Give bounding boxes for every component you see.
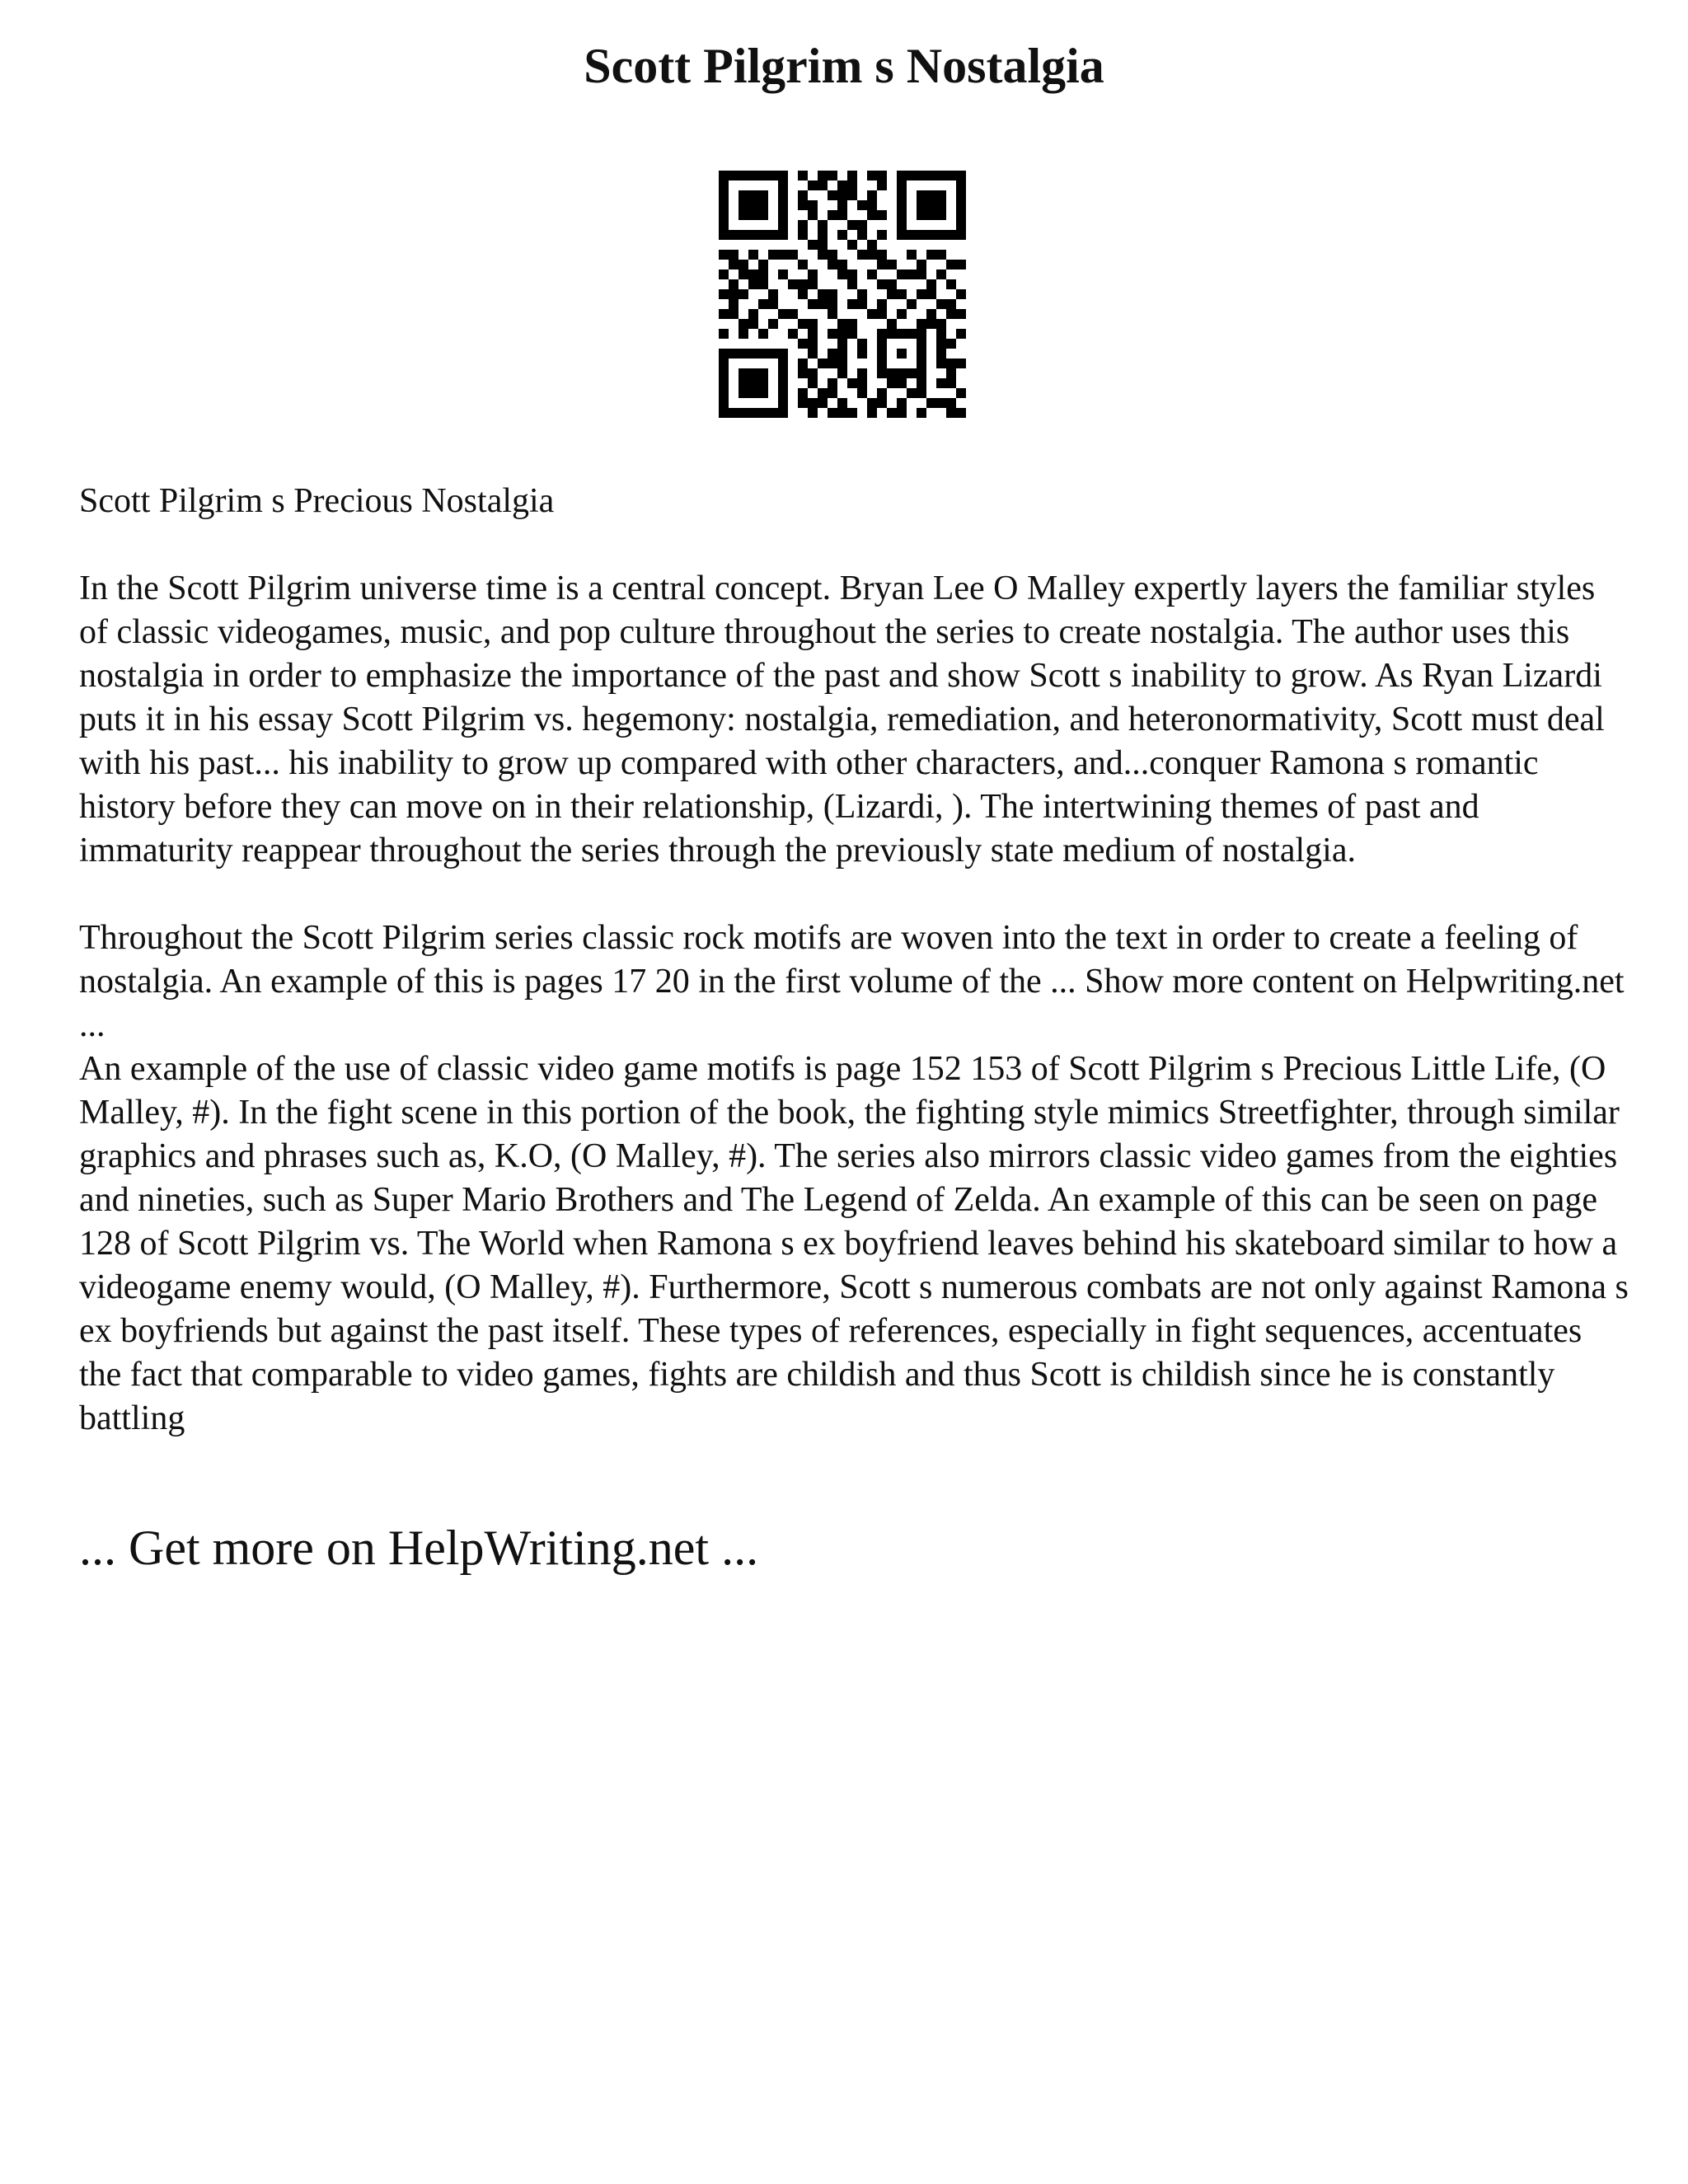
get-more-link[interactable]: ... Get more on HelpWriting.net ... <box>79 1521 759 1575</box>
page-title: Scott Pilgrim s Nostalgia <box>584 39 1104 93</box>
qr-code-icon <box>719 171 966 418</box>
paragraph: In the Scott Pilgrim universe time is a central concept. Bryan Lee O Malley expertly layers the familiar styles of classic videogames, music, and pop culture throughout the series to create nostalgia. The author uses this nostalgia in order to emphasize the importance of the past and show Scott s inability to grow. As Ryan Lizardi puts it in his essay Scott Pilgrim vs. hegemony: nostalgia, remediation, and heteronormativity, Scott must deal with his past... his inability to grow up compared with other characters, and...conquer Ramona s romantic history before they can move on in their relationship, (Lizardi, ). The intertwining themes of past and immaturity reappear throughout the series through the previously state medium of nostalgia. <box>79 569 1605 869</box>
article-body <box>79 480 1629 1441</box>
paragraph: An example of the use of classic video game motifs is page 152 153 of Scott Pilgrim s Precious Little Life, (O Malley, #). In the fight scene in this portion of the book, the fighting style mimics Streetfighter, through similar graphics and phrases such as, K.O, (O Malley, #). The series also mirrors classic video games from the eighties and nineties, such as Super Mario Brothers and The Legend of Zelda. An example of this can be seen on page 128 of Scott Pilgrim vs. The World when Ramona s ex boyfriend leaves behind his skateboard similar to how a videogame enemy would, (O Malley, #). Furthermore, Scott s numerous combats are not only against Ramona s ex boyfriends but against the past itself. These types of references, especially in fight sequences, accentuates the fact that comparable to video games, fights are childish and thus Scott is childish since he is constantly battling <box>79 1050 1629 1437</box>
paragraph: Throughout the Scott Pilgrim series classic rock motifs are woven into the text in order to create a feeling of nostalgia. An example of this is pages 17 20 in the first volume of the ... Show more content on Helpwriting.net ... <box>79 919 1625 1044</box>
article-subtitle: Scott Pilgrim s Precious Nostalgia <box>79 482 555 520</box>
